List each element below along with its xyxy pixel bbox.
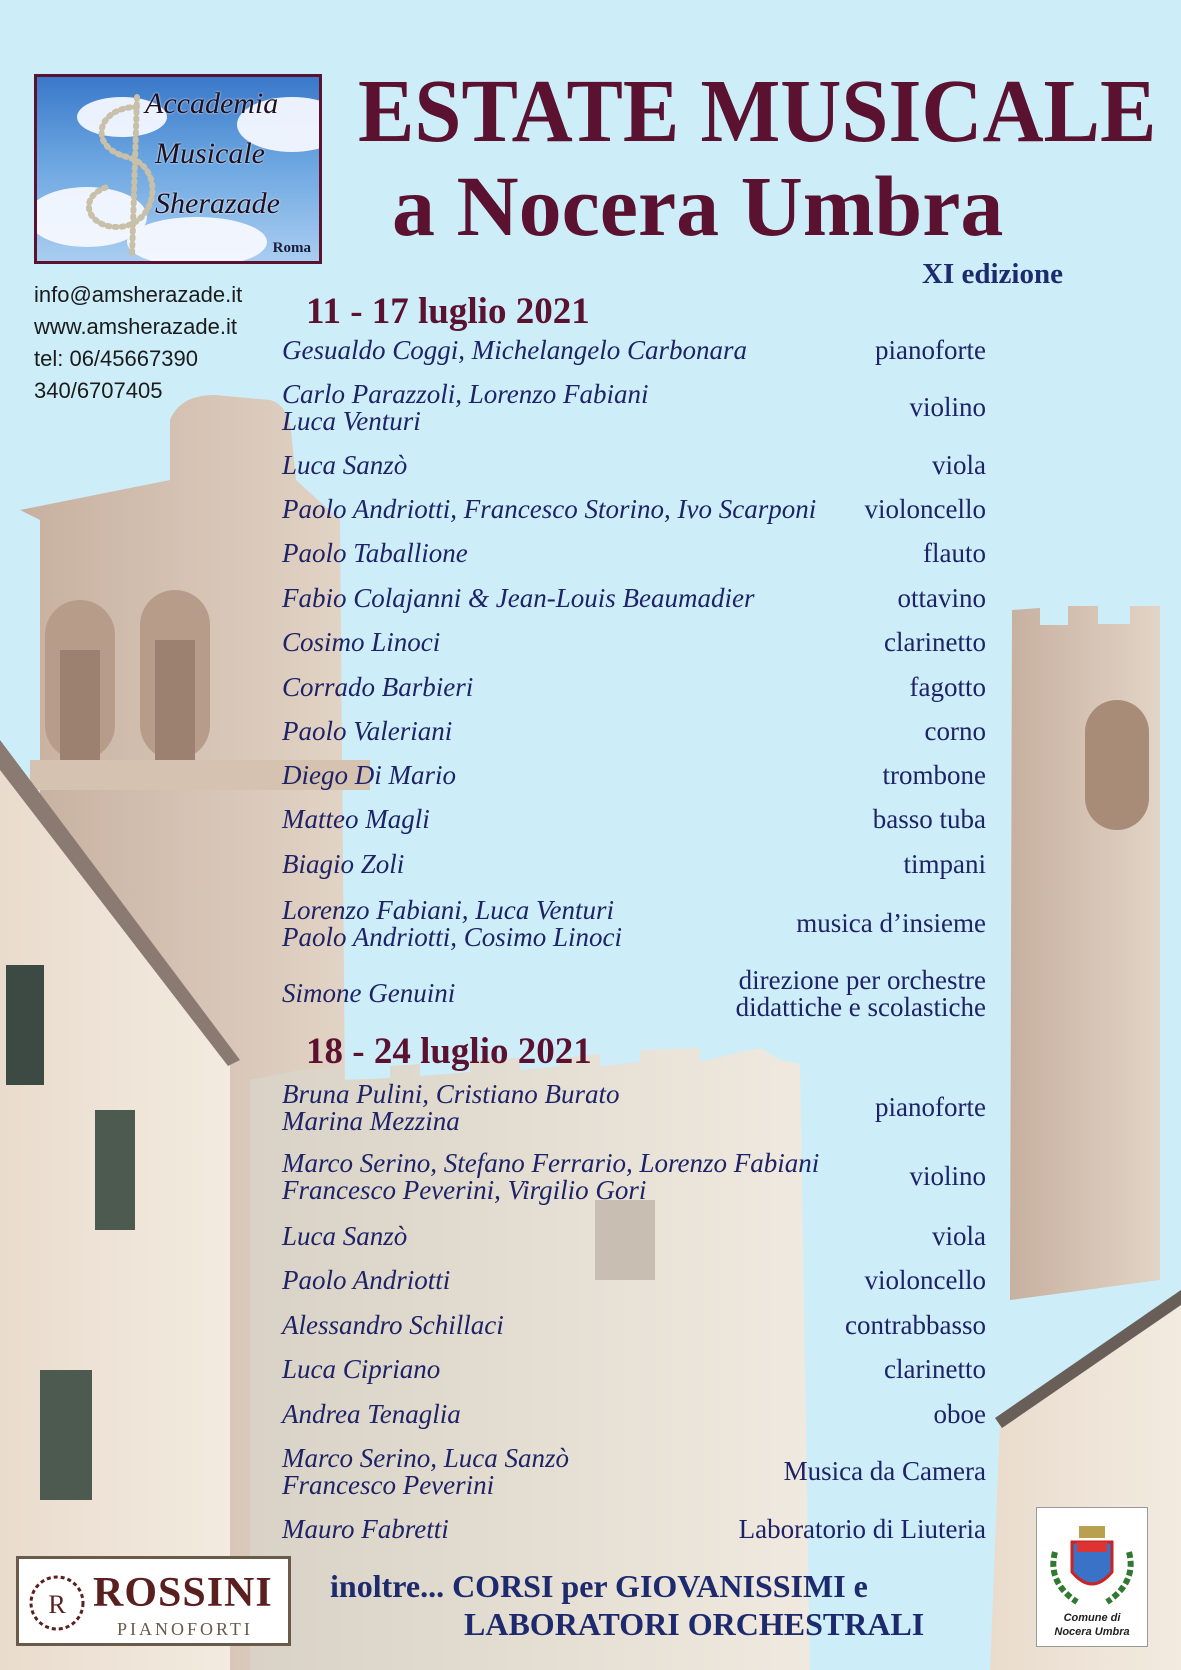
course-instrument: musica d’insieme bbox=[796, 908, 986, 938]
comune-label-2: Nocera Umbra bbox=[1054, 1626, 1130, 1638]
coat-of-arms-icon bbox=[1047, 1512, 1137, 1612]
sponsor-subtitle: PIANOFORTI bbox=[117, 1619, 253, 1639]
rossini-monogram: R bbox=[48, 1590, 66, 1619]
teacher-names: Andrea Tenaglia bbox=[282, 1399, 461, 1429]
teacher-names: Biagio Zoli bbox=[282, 849, 405, 879]
teacher-names: Alessandro Schillaci bbox=[282, 1310, 504, 1340]
teacher-names: Diego Di Mario bbox=[282, 760, 456, 790]
teacher-names: Marco Serino, Luca Sanzò bbox=[282, 1443, 569, 1473]
course-instrument: viola bbox=[932, 450, 986, 480]
teacher-names: Corrado Barbieri bbox=[282, 672, 474, 702]
logo-city: Roma bbox=[272, 240, 311, 256]
course-instrument: viola bbox=[932, 1221, 986, 1251]
teacher-names: Paolo Valeriani bbox=[282, 716, 453, 746]
logo-line-3: Sherazade bbox=[155, 187, 280, 220]
teacher-names: Gesualdo Coggi, Michelangelo Carbonara bbox=[282, 335, 747, 365]
course-instrument: pianoforte bbox=[875, 335, 986, 365]
course-instrument: Laboratorio di Liuteria bbox=[738, 1514, 986, 1544]
teacher-names: Mauro Fabretti bbox=[282, 1514, 449, 1544]
course-instrument: clarinetto bbox=[884, 1354, 986, 1384]
teacher-names: Francesco Peverini, Virgilio Gori bbox=[282, 1175, 647, 1205]
teacher-names: Luca Sanzò bbox=[282, 450, 408, 480]
comune-label-1: Comune di bbox=[1063, 1612, 1121, 1624]
course-instrument: basso tuba bbox=[872, 804, 986, 834]
teacher-names: Lorenzo Fabiani, Luca Venturi bbox=[282, 895, 615, 925]
teacher-names: Carlo Parazzoli, Lorenzo Fabiani bbox=[282, 379, 649, 409]
contact-mobile[interactable]: 340/6707405 bbox=[34, 378, 163, 403]
course-instrument: trombone bbox=[882, 760, 986, 790]
teacher-names: Luca Cipriano bbox=[282, 1354, 441, 1384]
week1-date: 11 - 17 luglio 2021 bbox=[306, 291, 590, 332]
course-instrument: corno bbox=[924, 716, 986, 746]
week2-date: 18 - 24 luglio 2021 bbox=[306, 1031, 592, 1072]
course-instrument: flauto bbox=[923, 538, 986, 568]
rossini-sponsor-logo bbox=[16, 1556, 291, 1646]
teacher-names: Paolo Andriotti, Cosimo Linoci bbox=[282, 922, 623, 952]
sponsor-name: ROSSINI bbox=[93, 1570, 273, 1616]
teacher-names: Paolo Taballione bbox=[282, 538, 468, 568]
comune-crest bbox=[1036, 1507, 1148, 1647]
logo-line-2: Musicale bbox=[155, 137, 265, 170]
course-instrument: ottavino bbox=[897, 583, 986, 613]
footer-line-2: LABORATORI ORCHESTRALI bbox=[464, 1606, 925, 1642]
course-instrument: clarinetto bbox=[884, 627, 986, 657]
course-instrument: pianoforte bbox=[875, 1092, 986, 1122]
course-instrument: violino bbox=[909, 392, 986, 422]
teacher-names: Paolo Andriotti, Francesco Storino, Ivo Scarponi bbox=[282, 494, 817, 524]
page-title-line-1: ESTATE MUSICALE bbox=[358, 62, 1157, 161]
course-instrument: direzione per orchestre bbox=[738, 965, 986, 995]
teacher-names: Marina Mezzina bbox=[282, 1106, 460, 1136]
teacher-names: Francesco Peverini bbox=[282, 1470, 495, 1500]
teacher-names: Luca Sanzò bbox=[282, 1221, 408, 1251]
teacher-names: Bruna Pulini, Cristiano Burato bbox=[282, 1079, 620, 1109]
page-title-line-2: a Nocera Umbra bbox=[392, 158, 1004, 254]
course-instrument: contrabbasso bbox=[845, 1310, 986, 1340]
laurel-wreath-icon bbox=[27, 1567, 87, 1637]
course-instrument: violoncello bbox=[864, 494, 986, 524]
teacher-names: Marco Serino, Stefano Ferrario, Lorenzo Fabiani bbox=[282, 1148, 820, 1178]
course-instrument: fagotto bbox=[909, 672, 986, 702]
teacher-names: Paolo Andriotti bbox=[282, 1265, 451, 1295]
contact-phone[interactable]: tel: 06/45667390 bbox=[34, 346, 198, 371]
course-instrument: timpani bbox=[903, 849, 986, 879]
teacher-names: Matteo Magli bbox=[282, 804, 430, 834]
course-instrument: oboe bbox=[933, 1399, 986, 1429]
contact-email[interactable]: info@amsherazade.it bbox=[34, 282, 243, 307]
contact-website[interactable]: www.amsherazade.it bbox=[34, 314, 237, 339]
course-instrument: violino bbox=[909, 1161, 986, 1191]
teacher-names: Cosimo Linoci bbox=[282, 627, 441, 657]
logo-line-1: Accademia bbox=[145, 87, 279, 120]
course-instrument: violoncello bbox=[864, 1265, 986, 1295]
teacher-names: Luca Venturi bbox=[282, 406, 421, 436]
edition-label: XI edizione bbox=[922, 258, 1063, 290]
course-instrument: didattiche e scolastiche bbox=[735, 992, 986, 1022]
academy-logo bbox=[34, 74, 322, 264]
footer-line-1: inoltre... CORSI per GIOVANISSIMI e bbox=[330, 1568, 868, 1604]
teacher-names: Simone Genuini bbox=[282, 978, 456, 1008]
course-instrument: Musica da Camera bbox=[783, 1456, 986, 1486]
teacher-names: Fabio Colajanni & Jean-Louis Beaumadier bbox=[282, 583, 755, 613]
